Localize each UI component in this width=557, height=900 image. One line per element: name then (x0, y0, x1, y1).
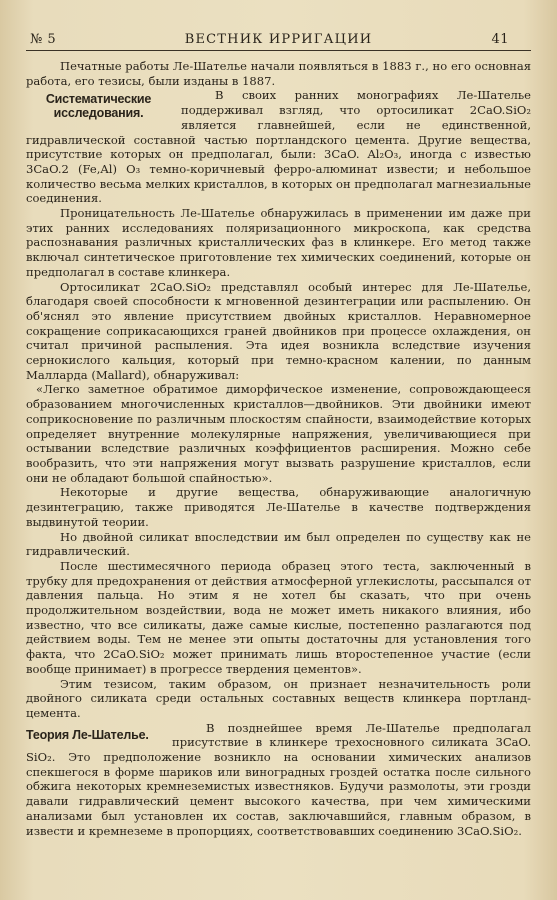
journal-title: ВЕСТНИК ИРРИГАЦИИ (184, 32, 373, 47)
paragraph: Печатные работы Ле-Шателье начали появляться в 1883 г., но его основная работа, его тезисы, были изданы в 1887. (26, 59, 531, 88)
paragraph: В своих ранних монографиях Ле-Шателье поддерживал взгляд, что ортосиликат 2CaO.SiO₂ является главнейшей, если не единственной, гидравлической составной частью портландского цемента. Другие вещества, присутствие которых он предполагал, были: 3CaO. Al₂O₃, иногда с известью 3CaO.2 (Fe,Al) O₃ темно-коричневый ферро-алюминат извести; и небольшое количество весьма мелких кристаллов, в которых он предполагал магнезиальные соединения. (26, 88, 531, 206)
paragraph: Этим тезисом, таким образом, он признает незначительность роли двойного силиката среди остальных составных веществ клинкера портланд-цемента. (26, 676, 531, 720)
paragraph: После шестимесячного периода образец этого теста, заключенный в трубку для предохранения от действия атмосферной углекислоты, рассыпался от давления пальца. Но этим я не хотел бы сказать, что при очень продолжительном воздействии, вода не может иметь никакого влияния, ибо известно, что все силикаты, даже самые кислые, постепенно разлагаются под действием воды. Тем не менее эти опыты достаточны для установления того факта, что 2CaO.SiO₂ может принимать лишь второстепенное участие (если вообще принимает) в прогрессе твердения цементов». (26, 558, 531, 676)
section-heading-theory: Теория Ле-Шателье. (26, 727, 149, 742)
quote-paragraph: «Легко заметное обратимое диморфическое изменение, сопровождающееся образованием многочисленных кристаллов—двойников. Эти двойники имеют соприкосновение по различным плоскостям спайности, взаимодействие которых определяет внутренние молекулярные напряжения, увеличивающиеся при остывании вследствие различных коэффициентов расширения. Можно себе вообразить, что эти напряжения могут вызвать разрушение кристаллов, если они не обладают большой спайностью». (26, 382, 531, 485)
article-body (26, 59, 531, 838)
paragraph: Ортосиликат 2CaO.SiO₂ представлял особый интерес для Ле-Шателье, благодаря своей способности к мгновенной дезинтеграции или распылению. Он об'яснял это явление присутствием двойных кристаллов. Неравномерное сокращение соприкасающихся граней двойников при процессе охлаждения, он считал причиной распыления. Эта идея возникла вследствие изучения сернокислого кальция, который при темно-красном калении, по данным Малларда (Mallard), обнаруживал: (26, 279, 531, 382)
paragraph: Но двойной силикат впоследствии им был определен по существу как не гидравлический. (26, 529, 531, 559)
paragraph: Некоторые и другие вещества, обнаруживающие аналогичную дезинтеграцию, также приводятся Ле-Шателье в качестве подтверждения выдвинутой теории. (26, 485, 531, 529)
running-header (26, 26, 531, 51)
issue-number: № 5 (30, 32, 57, 47)
paragraph: В позднейшее время Ле-Шателье предполагал присутствие в клинкере трехосновного силиката 3CaO. SiO₂. Это предположение возникло на основании химических анализов спекшегося в форме шариков или виноградных гроздей остатка после сильного обжига некоторых кремнеземистых известняков. Будучи размолоты, эти грозди давали гидравлический цемент высокого качества, при чем химическими анализами был установлен их состав, заключавшийся, главным образом, в извести и кремнеземе в пропорциях, соответствовавших соединению 3CaO.SiO₂. (26, 720, 531, 838)
section-heading-systematic: Систематические исследования. (45, 92, 152, 121)
page-number: 41 (491, 32, 509, 47)
paragraph: Проницательность Ле-Шателье обнаружилась в применении им даже при этих ранних исследованиях поляризационного микроскопа, как средства распознавания различных кристаллических фаз в клинкере. Его метод также включал синтетическое приготовление тех химических соединений, которые он предполагал в составе клинкера. (26, 206, 531, 279)
